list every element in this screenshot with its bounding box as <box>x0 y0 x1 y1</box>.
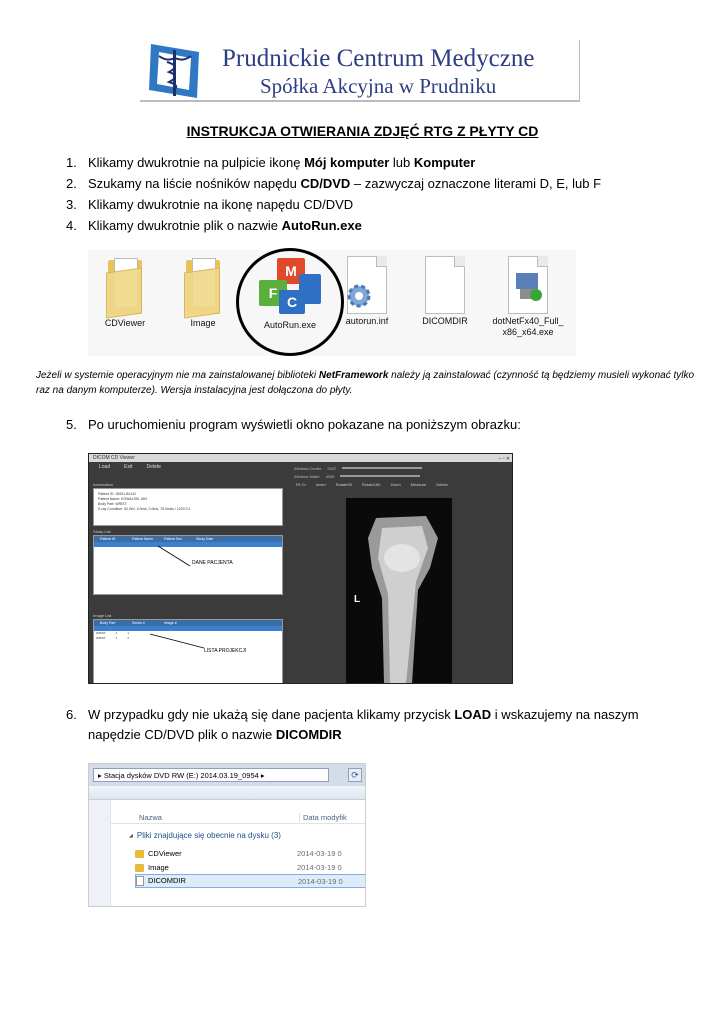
window-center-value: 2047 <box>327 465 337 471</box>
rotate90-button[interactable]: Rotate90 <box>335 482 352 487</box>
step-text <box>88 154 475 175</box>
steps-list <box>66 154 686 238</box>
window-width-label: Window Width <box>294 473 320 479</box>
note-text: należy ją zainstalować (czynność tą będziemy musieli wykonać tylko raz na danym komputerze). Wersja instalacyjna jest dołączona do płyty. <box>36 370 695 396</box>
name-column-header[interactable]: Nazwa <box>139 813 162 822</box>
file-name-cell <box>135 861 297 875</box>
mfc-cubes-icon: M F C <box>255 256 325 318</box>
cdviewer-folder[interactable] <box>90 256 160 329</box>
column-header[interactable]: Patient Name <box>132 537 154 541</box>
step-text <box>88 705 666 745</box>
breadcrumb-arrow-icon: ▸ <box>98 771 104 780</box>
address-bar <box>89 764 365 786</box>
blank-file-icon <box>425 256 465 314</box>
column-header[interactable]: Series # <box>132 621 145 625</box>
highlight-circle <box>236 248 344 356</box>
delete-image-button[interactable]: Delete <box>436 482 448 487</box>
step-text-part: – zazwyczaj oznaczone literami D, E, lub F <box>350 176 602 191</box>
exit-button[interactable]: Exit <box>124 464 133 470</box>
icon-label: DICOMDIR <box>422 316 468 326</box>
window-width-control <box>288 472 512 480</box>
cell: 2 <box>127 636 130 640</box>
step-bold-text: AutoRun.exe <box>281 218 362 233</box>
viewer-right-panel <box>288 464 512 684</box>
cell: 1 <box>127 631 130 635</box>
xray-image[interactable] <box>346 498 452 684</box>
window-center-label: Window Center <box>294 465 322 471</box>
step-item <box>66 217 686 238</box>
cd-contents-strip <box>88 250 576 356</box>
step-number: 3. <box>66 197 77 212</box>
image-list-header: Image List <box>93 613 112 618</box>
window-controls-icon[interactable]: – ▫ ✕ <box>498 456 510 462</box>
info-line: Patient ID: 15001-84142 <box>98 492 136 496</box>
measure-button[interactable]: Measure <box>410 482 427 487</box>
navigation-pane <box>89 800 111 907</box>
step-bold-text: DICOMDIR <box>275 727 342 742</box>
step-item <box>66 417 521 432</box>
column-header[interactable]: Study Date <box>196 537 214 541</box>
step-bold-text: Komputer <box>413 155 476 170</box>
step-item <box>66 196 686 217</box>
image-folder[interactable] <box>168 256 238 329</box>
date-column-header[interactable]: Data modyfik <box>299 813 347 822</box>
file-date: 2014-03-19 0 <box>298 877 343 886</box>
file-row-image[interactable] <box>135 861 366 875</box>
file-explorer-window <box>88 763 366 907</box>
step-text-part: i wskazujemy na naszym napędzie CD/DVD plik o nazwie <box>88 707 639 742</box>
step-number: 2. <box>66 176 77 191</box>
file-name: DICOMDIR <box>148 876 186 885</box>
step-item <box>66 154 686 175</box>
step-number: 1. <box>66 155 77 170</box>
window-width-slider[interactable] <box>340 475 420 477</box>
file-date: 2014-03-19 0 <box>297 849 342 858</box>
invert-button[interactable]: Invert <box>315 482 326 487</box>
explorer-toolbar <box>89 786 365 800</box>
step-text-part: Klikamy dwukrotnie plik o nazwie <box>88 218 282 233</box>
load-button[interactable]: Load <box>99 464 111 470</box>
netframework-note <box>36 368 696 398</box>
refresh-icon[interactable]: ⟳ <box>348 768 362 782</box>
step-text <box>88 217 362 238</box>
icon-label: Image <box>190 318 216 328</box>
cell: WRIST <box>96 636 106 640</box>
icon-label: CDViewer <box>104 318 146 328</box>
viewer-toolbar <box>288 482 512 488</box>
file-row-dicomdir[interactable] <box>135 874 366 888</box>
chevron-right-icon: ▸ <box>258 771 265 780</box>
installer-icon <box>508 256 548 314</box>
column-header[interactable]: Patient Sex <box>164 537 182 541</box>
step-text <box>88 175 601 196</box>
cell: 1 <box>115 636 118 640</box>
viewer-title: DICOM CD Viewer <box>93 455 135 461</box>
delete-button[interactable]: Delete <box>146 464 161 470</box>
cell: WRIST <box>96 631 106 635</box>
callout-projection-list: LISTA PROJEKCJI <box>204 648 247 654</box>
study-list-header: Study List <box>93 529 111 534</box>
column-header[interactable]: Patient ID <box>100 537 116 541</box>
folder-icon <box>135 850 144 858</box>
step-text-part: Klikamy dwukrotnie na pulpicie ikonę <box>88 155 305 170</box>
dicom-viewer-window <box>88 453 513 684</box>
cell: 1 <box>115 631 118 635</box>
viewer-menu <box>89 462 289 472</box>
brand-name: Prudnickie Centrum Medyczne <box>222 45 535 72</box>
file-name: CDViewer <box>148 849 182 858</box>
column-header[interactable]: Image # <box>164 621 177 625</box>
window-center-slider[interactable] <box>342 467 422 469</box>
viewer-left-panel <box>93 482 283 682</box>
step-bold-text: LOAD <box>454 707 492 722</box>
step-number: 5. <box>66 417 77 432</box>
info-line: X-ray Condition: 52.0kV, 4.0mA, 0.0ms, 75.0mAs / 1200 0.1 <box>98 507 191 511</box>
file-icon <box>136 876 144 886</box>
file-date: 2014-03-19 0 <box>297 863 342 872</box>
viewer-titlebar <box>89 454 512 462</box>
window-width-value: 4095 <box>325 473 335 479</box>
study-list-panel <box>93 535 283 595</box>
window-center-control <box>288 464 512 472</box>
step-bold-text: Mój komputer <box>304 155 390 170</box>
file-name-cell <box>135 847 297 861</box>
step-item <box>66 705 666 745</box>
brand-subtitle: Spółka Akcyjna w Prudniku <box>260 74 497 98</box>
zoom-button[interactable]: Zoom <box>390 482 401 487</box>
dicomdir-file[interactable] <box>410 256 480 327</box>
note-text: Jeżeli w systemie operacyjnym nie ma zainstalowanej biblioteki <box>36 370 319 381</box>
step-text-part: Szukamy na liście nośników napędu <box>88 176 301 191</box>
autorun-inf-file[interactable] <box>332 256 402 327</box>
page-title: INSTRUKCJA OTWIERANIA ZDJĘĆ RTG Z PŁYTY CD <box>186 123 539 139</box>
callout-patient-data: DANE PACJENTA <box>192 560 233 566</box>
file-row-cdviewer[interactable] <box>135 847 366 861</box>
icon-label: autorun.inf <box>345 316 389 326</box>
icon-label: AutoRun.exe <box>263 320 317 330</box>
note-bold-text: NetFramework <box>318 370 389 381</box>
file-name-cell <box>136 875 298 887</box>
step-text-part: W przypadku gdy nie ukażą się dane pacjenta klikamy przycisk <box>88 707 455 722</box>
step-text: Klikamy dwukrotnie na ikonę napędu CD/DVD <box>88 197 354 212</box>
icon-label: dotNetFx40_Full_ x86_x64.exe <box>492 316 564 337</box>
step-number: 6. <box>66 707 77 722</box>
side-marker-label: L <box>354 594 361 605</box>
step-text-part: lub <box>389 155 414 170</box>
step-text: Po uruchomieniu program wyświetli okno pokazane na poniższym obrazku: <box>88 417 521 432</box>
step-bold-text: CD/DVD <box>300 176 351 191</box>
folder-icon <box>182 256 224 316</box>
gear-file-icon <box>347 256 387 314</box>
caduceus-logo-icon <box>145 42 205 100</box>
fit-button[interactable]: Fit To <box>296 482 306 487</box>
path-text: Stacja dysków DVD RW (E:) 2014.03.19_0954 <box>103 771 259 780</box>
column-headers <box>111 800 366 824</box>
column-header[interactable]: Body Part <box>100 621 116 625</box>
info-line: Body Part: WRIST <box>98 502 127 506</box>
path-field[interactable] <box>93 768 329 782</box>
folder-icon <box>135 864 144 872</box>
folder-icon <box>104 256 146 316</box>
wrist-xray-picture <box>346 498 452 684</box>
dotnet-installer-file[interactable] <box>488 256 568 338</box>
file-name: Image <box>148 863 169 872</box>
step-number: 4. <box>66 218 77 233</box>
information-header: Information <box>93 482 114 487</box>
file-group-header[interactable]: ◢ Pliki znajdujące się obecnie na dysku (3) <box>129 831 281 840</box>
patient-info-panel <box>93 488 283 526</box>
step-item <box>66 175 686 196</box>
image-list-panel <box>93 619 283 684</box>
rotate180-button[interactable]: Rotate180 <box>361 482 381 487</box>
info-line: Patient Name: KOWALSKI JAN <box>98 497 147 501</box>
